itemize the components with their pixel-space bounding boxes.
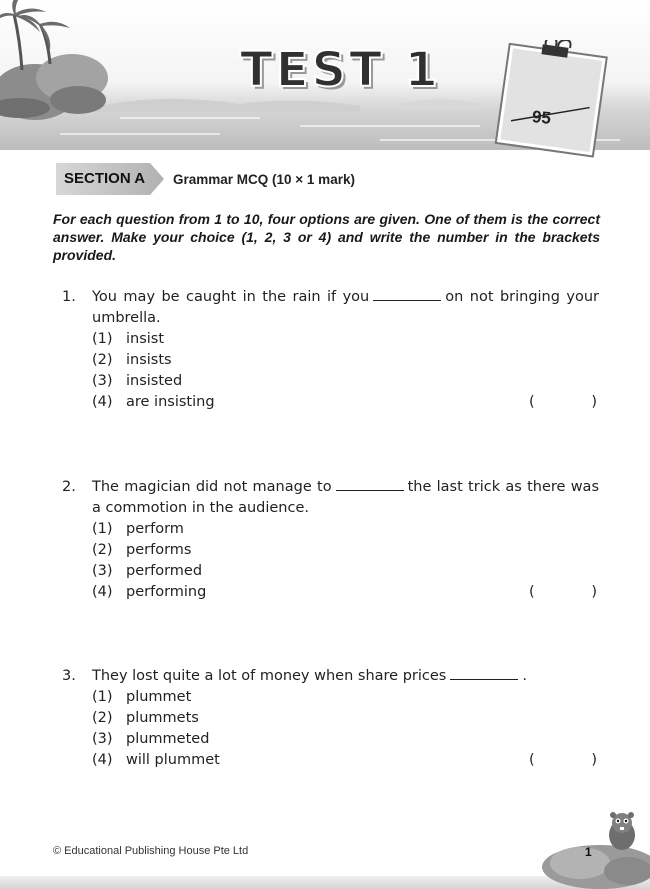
option-2: (2) plummets — [92, 710, 199, 726]
option-3: (3) insisted — [92, 373, 183, 389]
answer-blank — [450, 668, 518, 680]
answer-blank — [336, 479, 404, 491]
option-4: (4) are insisting ( ) — [92, 394, 597, 410]
question-number: 3. — [62, 668, 76, 684]
stem-text: . — [522, 668, 527, 684]
option-2: (2) insists — [92, 352, 172, 368]
stem-text: The magician did not manage to — [92, 479, 332, 495]
section-description: Grammar MCQ (10 × 1 mark) — [173, 172, 355, 187]
option-2: (2) performs — [92, 542, 192, 558]
question-1 — [62, 287, 599, 413]
question-stem — [92, 477, 599, 519]
page-number: 1 — [585, 845, 592, 859]
option-4: (4) will plummet ( ) — [92, 752, 597, 768]
question-number: 1. — [62, 289, 76, 305]
total-marks: 95 — [531, 107, 552, 128]
option-3: (3) performed — [92, 563, 203, 579]
options-list — [92, 519, 599, 603]
stem-text: You may be caught in the rain if you — [92, 289, 370, 305]
stem-text: the last trick as there was a commotion in the audience. — [92, 479, 599, 516]
question-number: 2. — [62, 479, 76, 495]
option-1: (1) perform — [92, 521, 184, 537]
instructions: For each question from 1 to 10, four options are given. One of them is the correct answer. Make your choice (1, 2, 3 or 4) and write the number in the brackets provided. — [53, 211, 600, 263]
option-3: (3) plummeted — [92, 731, 210, 747]
option-4: (4) performing ( ) — [92, 584, 597, 600]
section-label: SECTION A — [64, 170, 146, 187]
question-stem — [92, 666, 599, 687]
beaver-mascot-icon — [609, 812, 635, 850]
answer-blank — [373, 289, 441, 301]
stem-text: on not bringing your umbrella. — [92, 289, 600, 326]
options-list — [92, 687, 599, 771]
question-stem — [92, 287, 599, 329]
rock-mascot-illustration — [540, 805, 650, 889]
option-1: (1) plummet — [92, 689, 192, 705]
score-card — [480, 40, 620, 165]
copyright-notice: © Educational Publishing House Pte Ltd — [53, 845, 249, 857]
stem-text: They lost quite a lot of money when share prices — [92, 668, 447, 684]
question-3 — [62, 666, 599, 771]
test-title: TEST 1 — [240, 42, 441, 98]
question-2 — [62, 477, 599, 603]
option-1: (1) insist — [92, 331, 165, 347]
options-list — [92, 329, 599, 413]
